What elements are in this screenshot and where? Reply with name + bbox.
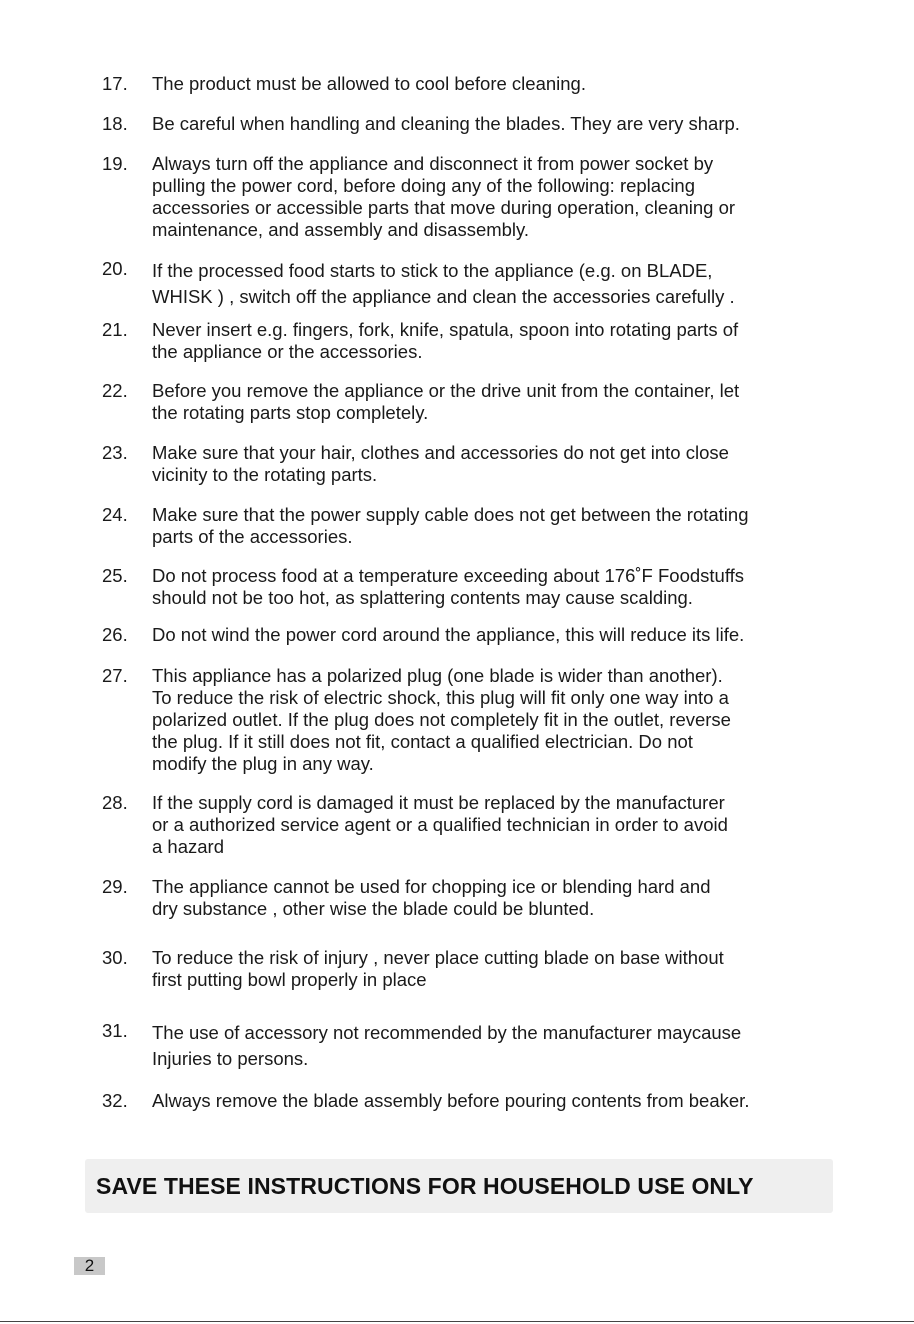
item-text: This appliance has a polarized plug (one blade is wider than another). To reduce the risk of electric shock, this plug will fit only one way into a polarized outlet. If the plug does not completely fit in the outlet, reverse the plug. If it still does not fit, contact a qualified electrician. Do not modify the plug in any way. (152, 665, 731, 774)
item-number: 24. (102, 504, 128, 525)
item-number: 28. (102, 792, 128, 813)
item-number: 27. (102, 665, 128, 686)
item-number: 25. (102, 565, 128, 586)
item-number: 30. (102, 947, 128, 968)
item-number: 31. (102, 1020, 128, 1041)
item-text: Never insert e.g. fingers, fork, knife, spatula, spoon into rotating parts of the appliance or the accessories. (152, 319, 739, 362)
item-text: Before you remove the appliance or the drive unit from the container, let the rotating parts stop completely. (152, 380, 740, 423)
item-text: Make sure that the power supply cable does not get between the rotating parts of the accessories. (152, 504, 749, 547)
item-number: 17. (102, 73, 128, 94)
item-text: Do not wind the power cord around the appliance, this will reduce its life. (152, 624, 745, 645)
item-text: Always remove the blade assembly before pouring contents from beaker. (152, 1090, 750, 1111)
item-text: The product must be allowed to cool before cleaning. (152, 73, 586, 94)
page-divider (0, 1321, 914, 1322)
item-text: If the supply cord is damaged it must be replaced by the manufacturer or a authorized service agent or a qualified technician in order to avoid a hazard (152, 792, 728, 857)
item-text: The use of accessory not recommended by the manufacturer maycause Injuries to persons. (152, 1022, 742, 1069)
item-text: To reduce the risk of injury , never place cutting blade on base without first putting bowl properly in place (152, 947, 724, 990)
item-number: 29. (102, 876, 128, 897)
page-number: 2 (74, 1257, 105, 1275)
item-number: 26. (102, 624, 128, 645)
item-text: The appliance cannot be used for chopping ice or blending hard and dry substance , other wise the blade could be blunted. (152, 876, 711, 919)
item-text: If the processed food starts to stick to the appliance (e.g. on BLADE, WHISK ) , switch off the appliance and clean the accessories carefully . (152, 260, 735, 307)
item-number: 20. (102, 258, 128, 279)
item-number: 32. (102, 1090, 128, 1111)
item-number: 21. (102, 319, 128, 340)
banner-text: SAVE THESE INSTRUCTIONS FOR HOUSEHOLD USE ONLY (96, 1173, 754, 1199)
item-text: Make sure that your hair, clothes and accessories do not get into close vicinity to the rotating parts. (152, 442, 729, 485)
item-text: Always turn off the appliance and disconnect it from power socket by pulling the power cord, before doing any of the following: replacing accessories or accessible parts that move during operation, cleaning or maintenance, and assembly and disassembly. (152, 153, 736, 240)
item-number: 23. (102, 442, 128, 463)
item-text: Do not process food at a temperature exceeding about 176˚F Foodstuffs should not be too hot, as splattering contents may cause scalding. (152, 565, 745, 608)
save-instructions-banner (85, 1159, 833, 1213)
item-number: 19. (102, 153, 128, 174)
item-number: 22. (102, 380, 128, 401)
item-number: 18. (102, 113, 128, 134)
item-text: Be careful when handling and cleaning the blades. They are very sharp. (152, 113, 740, 134)
